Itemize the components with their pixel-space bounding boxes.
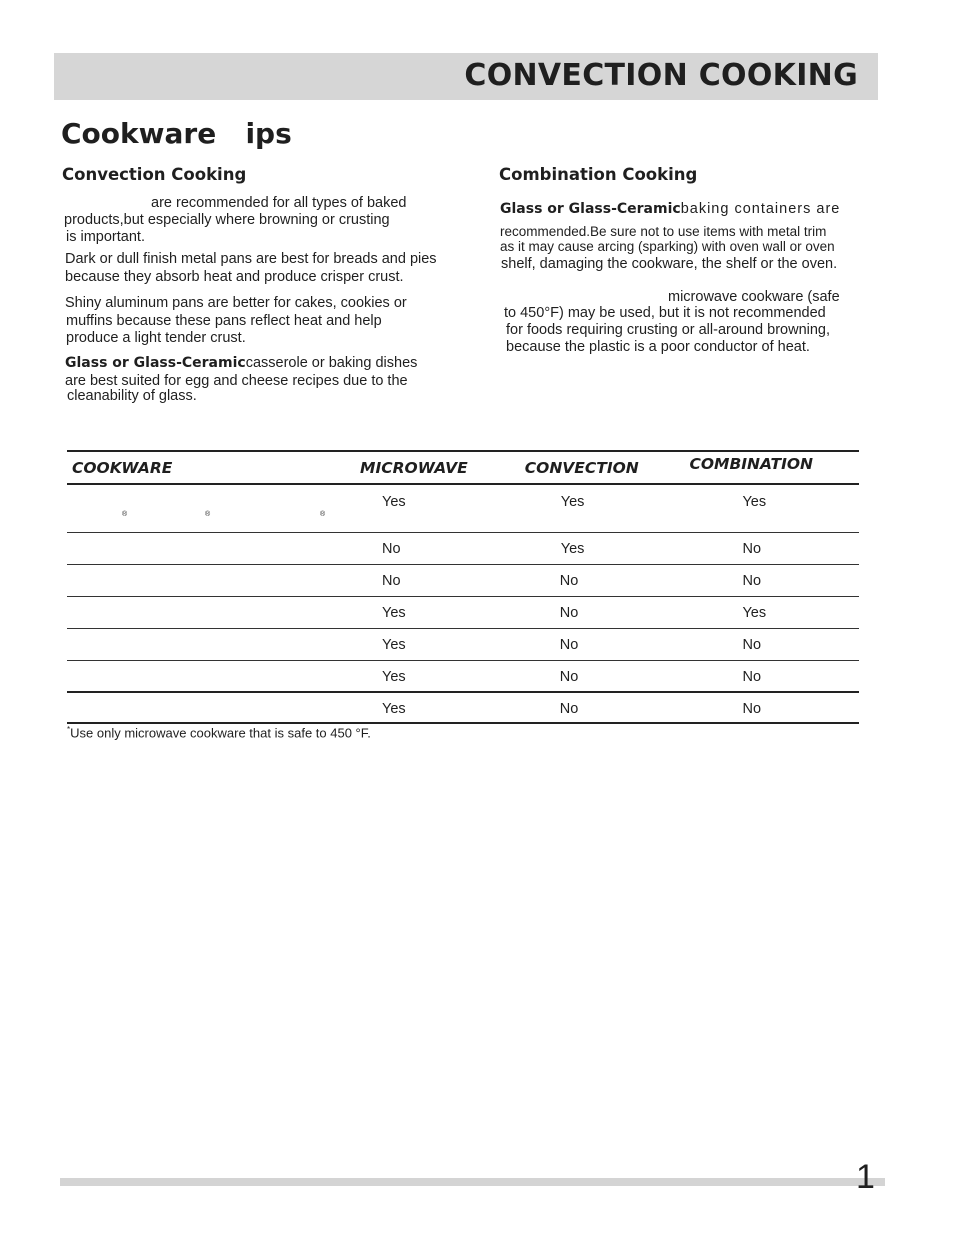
convection-p3-line: produce a light tender crust. — [66, 330, 246, 346]
convection-cooking-heading: Convection Cooking — [62, 165, 247, 184]
glass-ceramic-lead: Glass or Glass-Ceramic — [65, 355, 246, 371]
cell-convection: No — [516, 628, 690, 660]
convection-p2-line: Dark or dull finish metal pans are best for breads and pies — [65, 251, 437, 267]
footnote-text: Use only microwave cookware that is safe to 450 °F. — [70, 725, 371, 741]
combination-p1-line — [500, 201, 840, 218]
cell-convection: No — [516, 660, 690, 692]
cell-cookware — [67, 692, 359, 723]
combination-p1-line: shelf, damaging the cookware, the shelf or the oven. — [501, 256, 838, 272]
cell-microwave: No — [359, 532, 516, 564]
table-row — [67, 660, 859, 692]
cookware-table — [67, 450, 859, 724]
cell-combination: Yes — [689, 596, 859, 628]
table-row — [67, 564, 859, 596]
convection-p4-line — [65, 355, 417, 372]
table-row — [67, 484, 859, 532]
convection-p4-text: casserole or baking dishes — [245, 355, 418, 371]
combination-p2-line: for foods requiring crusting or all-around browning, — [506, 322, 831, 338]
combination-p1-line: recommended.Be sure not to use items with metal trim — [500, 224, 827, 239]
cell-microwave: Yes — [359, 484, 516, 532]
header-convection: CONVECTION — [516, 451, 690, 484]
combination-p2-line: because the plastic is a poor conductor of heat. — [506, 339, 810, 355]
cell-cookware — [67, 532, 359, 564]
header-cookware: COOKWARE — [67, 451, 359, 484]
registered-mark: ® — [205, 511, 211, 518]
table-row — [67, 532, 859, 564]
registered-mark: ® — [320, 511, 326, 518]
cell-microwave: Yes — [359, 628, 516, 660]
header-microwave: MICROWAVE — [359, 451, 516, 484]
table-header-row — [67, 451, 859, 484]
table-footnote — [67, 725, 371, 740]
glass-ceramic-lead: Glass or Glass-Ceramic — [500, 201, 681, 217]
cell-microwave: Yes — [359, 596, 516, 628]
cell-microwave: Yes — [359, 692, 516, 723]
footer-bar — [60, 1178, 885, 1186]
cell-convection: No — [516, 596, 690, 628]
convection-p4-line: cleanability of glass. — [67, 388, 197, 404]
cell-convection: Yes — [516, 532, 690, 564]
cell-combination: No — [689, 628, 859, 660]
cell-combination: No — [689, 532, 859, 564]
convection-p1-line: products,but especially where browning or crusting — [64, 212, 390, 228]
cell-cookware — [67, 596, 359, 628]
combination-p1-text: baking containers are — [680, 201, 841, 217]
registered-mark: ® — [122, 511, 128, 518]
cell-cookware — [67, 564, 359, 596]
cell-combination: No — [689, 692, 859, 723]
convection-p1-line: is important. — [66, 229, 145, 245]
footnote-marker: * — [67, 725, 71, 734]
banner-title: CONVECTION COOKING — [464, 58, 858, 93]
convection-p2-line: because they absorb heat and produce crisper crust. — [65, 269, 404, 285]
cell-combination: Yes — [689, 484, 859, 532]
cell-microwave: Yes — [359, 660, 516, 692]
table-row — [67, 628, 859, 660]
page-number: 1 — [856, 1158, 875, 1196]
cell-combination: No — [689, 660, 859, 692]
combination-cooking-heading: Combination Cooking — [499, 165, 698, 184]
header-combination: COMBINATION — [689, 451, 859, 484]
cell-cookware — [67, 628, 359, 660]
table-row — [67, 692, 859, 723]
cell-convection: No — [516, 564, 690, 596]
cell-convection: Yes — [516, 484, 690, 532]
cell-cookware — [67, 484, 359, 532]
convection-p3-line: muffins because these pans reflect heat and help — [66, 313, 382, 329]
cell-combination: No — [689, 564, 859, 596]
table-row — [67, 596, 859, 628]
cell-microwave: No — [359, 564, 516, 596]
cell-cookware — [67, 660, 359, 692]
convection-p4-line: are best suited for egg and cheese recipes due to the — [65, 373, 408, 389]
cell-convection: No — [516, 692, 690, 723]
page-heading: Cookware ips — [61, 117, 292, 150]
combination-p2-line: to 450°F) may be used, but it is not recommended — [504, 305, 826, 321]
convection-p1-line: are recommended for all types of baked — [151, 195, 407, 211]
combination-p1-line: as it may cause arcing (sparking) with oven wall or oven — [500, 239, 835, 254]
convection-p3-line: Shiny aluminum pans are better for cakes, cookies or — [65, 295, 407, 311]
header-banner — [54, 53, 878, 100]
combination-p2-line: microwave cookware (safe — [668, 289, 840, 305]
